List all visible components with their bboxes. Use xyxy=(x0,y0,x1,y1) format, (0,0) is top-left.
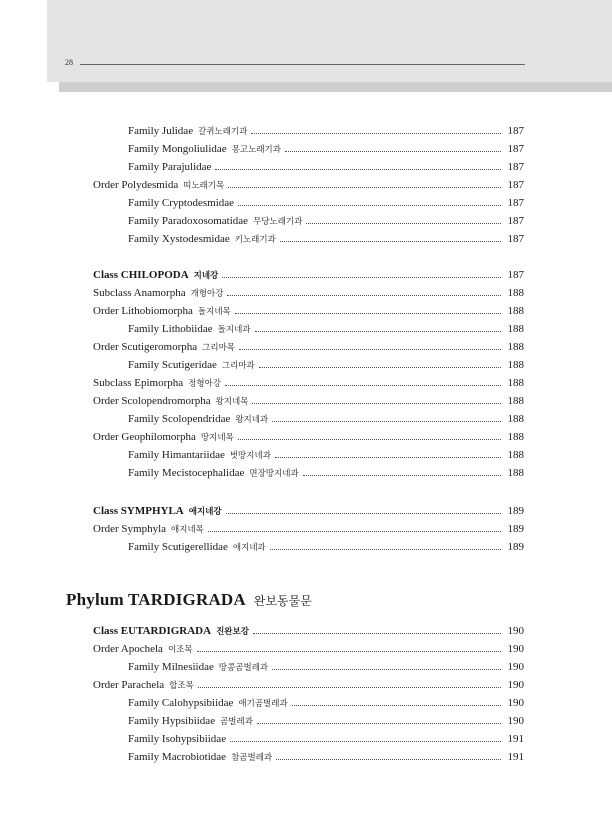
toc-entry-korean: 면장땅지네과 xyxy=(249,469,299,479)
toc-entry-latin: Family Milnesiidae xyxy=(128,661,214,673)
toc-entry-label xyxy=(128,125,247,139)
toc-entry-label xyxy=(93,377,221,391)
toc-entry-korean: 개형아강 xyxy=(190,289,224,299)
toc-entry-page: 189 xyxy=(507,523,524,535)
toc-dot-leader xyxy=(227,295,501,296)
toc-entry-label xyxy=(93,341,235,355)
toc-entry-latin: Order Scolopendromorpha xyxy=(93,395,211,407)
toc-entry-korean: 몽고노래기과 xyxy=(231,145,281,155)
toc-dot-leader xyxy=(198,687,501,688)
toc-entry-korean: 그리마목 xyxy=(202,343,236,353)
toc-entry-korean: 돌지네목 xyxy=(197,307,231,317)
toc-entry-page: 190 xyxy=(507,661,524,673)
toc-entry[interactable] xyxy=(128,197,524,210)
page-header-band xyxy=(47,0,612,82)
phylum-heading-latin: Phylum TARDIGRADA xyxy=(66,590,246,609)
toc-entry-korean: 왕지네목 xyxy=(215,397,249,407)
toc-entry-korean: 띠노래기목 xyxy=(183,181,225,191)
toc-entry-page: 188 xyxy=(507,287,524,299)
toc-dot-leader xyxy=(276,759,501,760)
toc-entry-page: 188 xyxy=(507,359,524,371)
toc-dot-leader xyxy=(259,367,501,368)
toc-entry-page: 190 xyxy=(507,643,524,655)
toc-entry-page: 188 xyxy=(507,305,524,317)
toc-dot-leader xyxy=(280,241,501,242)
toc-entry-korean: 애지네목 xyxy=(171,525,204,535)
toc-entry[interactable] xyxy=(93,643,524,657)
toc-entry-page: 191 xyxy=(507,751,524,763)
toc-entry-label xyxy=(128,733,226,746)
toc-entry[interactable] xyxy=(93,523,524,537)
toc-entry-page: 190 xyxy=(507,625,524,637)
toc-entry-page: 187 xyxy=(507,161,524,173)
toc-entry-korean: 돌지네과 xyxy=(217,325,251,335)
toc-entry-page: 188 xyxy=(507,395,524,407)
toc-entry-latin: Family Scolopendridae xyxy=(128,413,231,425)
toc-dot-leader xyxy=(272,669,501,670)
toc-entry[interactable] xyxy=(128,715,524,729)
toc-entry-latin: Class SYMPHYLA xyxy=(93,505,184,517)
toc-entry[interactable] xyxy=(128,733,524,746)
toc-entry-latin: Family Macrobiotidae xyxy=(128,751,227,763)
toc-entry-korean: 땅콩곰벌레과 xyxy=(218,663,269,673)
toc-entry[interactable] xyxy=(93,305,524,319)
toc-entry-page: 187 xyxy=(507,269,524,281)
toc-entry-latin: Family Julidae xyxy=(128,125,194,137)
toc-entry-label xyxy=(93,431,234,445)
toc-entry-label xyxy=(93,395,248,409)
toc-dot-leader xyxy=(253,633,501,634)
toc-entry[interactable] xyxy=(128,697,524,711)
toc-entry-latin: Family Scutigeridae xyxy=(128,359,217,371)
toc-entry[interactable] xyxy=(93,625,524,639)
toc-entry-latin: Order Lithobiomorpha xyxy=(93,305,193,317)
toc-entry[interactable] xyxy=(128,413,524,427)
toc-dot-leader xyxy=(292,705,501,706)
toc-entry-page: 188 xyxy=(507,467,524,479)
toc-entry-label xyxy=(93,305,231,319)
toc-entry[interactable] xyxy=(128,541,524,555)
toc-entry-korean: 곰벌레과 xyxy=(220,717,253,727)
toc-entry-korean: 합조목 xyxy=(169,681,194,691)
toc-entry[interactable] xyxy=(128,449,524,463)
toc-entry-latin: Order Apochela xyxy=(93,643,163,655)
toc-entry[interactable] xyxy=(128,233,524,247)
toc-entry-label xyxy=(128,359,255,373)
toc-entry-latin: Family Lithobiidae xyxy=(128,323,213,335)
phylum-heading xyxy=(66,590,312,610)
page-header-shadow xyxy=(59,82,612,92)
toc-entry[interactable] xyxy=(128,323,524,337)
toc-entry[interactable] xyxy=(128,751,524,765)
toc-entry-label xyxy=(128,161,211,174)
toc-entry-latin: Order Symphyla xyxy=(93,523,167,535)
toc-entry-korean: 땅지네목 xyxy=(200,433,234,443)
header-rule xyxy=(80,64,525,65)
toc-entry-label xyxy=(128,323,251,337)
toc-entry[interactable] xyxy=(93,679,524,693)
toc-entry-latin: Class EUTARDIGRADA xyxy=(93,625,212,637)
toc-entry[interactable] xyxy=(128,161,524,174)
toc-entry-page: 188 xyxy=(507,341,524,353)
toc-entry[interactable] xyxy=(128,143,524,157)
toc-entry-korean: 정형아강 xyxy=(188,379,221,389)
toc-dot-leader xyxy=(197,651,501,652)
toc-entry-latin: Subclass Epimorpha xyxy=(93,377,184,389)
toc-entry-korean: 애지네강 xyxy=(188,507,222,517)
toc-entry-label xyxy=(128,751,272,765)
toc-entry-label xyxy=(128,197,234,210)
toc-dot-leader xyxy=(222,277,501,278)
toc-dot-leader xyxy=(226,513,501,514)
toc-entry-label xyxy=(128,715,253,729)
toc-entry-page: 188 xyxy=(507,431,524,443)
page-number: 28 xyxy=(65,58,73,67)
toc-entry-korean: 애기곰벌레과 xyxy=(238,699,288,709)
toc-entry-label xyxy=(93,179,224,193)
toc-entry-label xyxy=(128,449,271,463)
toc-entry[interactable] xyxy=(93,395,524,409)
toc-entry-page: 187 xyxy=(507,215,524,227)
toc-entry[interactable] xyxy=(93,341,524,355)
toc-entry-label xyxy=(128,541,266,555)
toc-dot-leader xyxy=(251,133,501,134)
toc-entry-latin: Family Mongoliulidae xyxy=(128,143,227,155)
toc-entry[interactable] xyxy=(93,269,524,283)
toc-entry[interactable] xyxy=(128,467,524,481)
toc-entry-korean: 애지네과 xyxy=(232,543,266,553)
toc-entry-latin: Family Himantariidae xyxy=(128,449,225,461)
toc-entry-latin: Subclass Anamorpha xyxy=(93,287,186,299)
toc-entry-page: 187 xyxy=(507,143,524,155)
toc-entry-page: 189 xyxy=(507,505,524,517)
toc-entry-latin: Family Hypsibiidae xyxy=(128,715,216,727)
toc-entry[interactable] xyxy=(93,431,524,445)
toc-entry-korean: 이조목 xyxy=(167,645,193,655)
toc-entry-korean: 갈퀴노래기과 xyxy=(198,127,248,137)
toc-entry-page: 190 xyxy=(507,697,524,709)
toc-dot-leader xyxy=(306,223,501,224)
toc-entry[interactable] xyxy=(93,377,524,391)
toc-entry-page: 188 xyxy=(507,323,524,335)
toc-entry-label xyxy=(128,413,268,427)
phylum-heading-korean: 완보동물문 xyxy=(253,594,312,608)
toc-entry-label xyxy=(128,233,276,247)
toc-entry-latin: Family Xystodesmidae xyxy=(128,233,230,245)
toc-entry-label xyxy=(93,505,222,519)
toc-dot-leader xyxy=(275,457,501,458)
toc-entry-page: 189 xyxy=(507,541,524,553)
toc-entry-korean: 진완보강 xyxy=(216,627,249,637)
toc-entry-label xyxy=(93,287,223,301)
toc-entry-page: 190 xyxy=(507,679,524,691)
toc-entry-label xyxy=(128,215,302,229)
toc-entry-page: 187 xyxy=(507,125,524,137)
toc-entry-latin: Order Scutigeromorpha xyxy=(93,341,198,353)
toc-entry[interactable] xyxy=(128,215,524,229)
toc-entry-label xyxy=(93,269,218,283)
toc-entry-korean: 벗땅지네과 xyxy=(229,451,271,461)
toc-entry-latin: Family Cryptodesmidae xyxy=(128,197,235,209)
toc-entry-label xyxy=(93,679,194,693)
toc-dot-leader xyxy=(239,349,501,350)
toc-dot-leader xyxy=(238,205,501,206)
toc-dot-leader xyxy=(257,723,501,724)
toc-entry-label xyxy=(128,661,268,675)
toc-entry-page: 188 xyxy=(507,377,524,389)
toc-entry-page: 190 xyxy=(507,715,524,727)
toc-entry-latin: Family Isohypsibiidae xyxy=(128,733,227,745)
toc-entry-page: 191 xyxy=(507,733,524,745)
toc-entry-latin: Order Parachela xyxy=(93,679,165,691)
toc-entry-latin: Family Scutigerellidae xyxy=(128,541,228,553)
toc-dot-leader xyxy=(255,331,502,332)
toc-entry-label xyxy=(128,697,288,711)
toc-dot-leader xyxy=(215,169,501,170)
toc-entry[interactable] xyxy=(128,125,524,139)
toc-entry-label xyxy=(128,143,281,157)
toc-entry-latin: Family Mecistocephalidae xyxy=(128,467,245,479)
toc-entry[interactable] xyxy=(93,179,524,193)
toc-dot-leader xyxy=(285,151,501,152)
toc-entry-korean: 키노래기과 xyxy=(234,235,276,245)
toc-dot-leader xyxy=(225,385,501,386)
toc-entry-label xyxy=(93,523,204,537)
toc-entry[interactable] xyxy=(93,505,524,519)
toc-entry-label xyxy=(128,467,299,481)
toc-entry-latin: Order Geophilomorpha xyxy=(93,431,196,443)
toc-dot-leader xyxy=(208,531,501,532)
toc-entry-page: 187 xyxy=(507,233,524,245)
toc-dot-leader xyxy=(272,421,501,422)
toc-entry-page: 188 xyxy=(507,449,524,461)
toc-entry-page: 187 xyxy=(507,197,524,209)
toc-entry-latin: Class CHILOPODA xyxy=(93,269,189,281)
toc-entry-korean: 참곰벌레과 xyxy=(231,753,273,763)
toc-entry-page: 187 xyxy=(507,179,524,191)
toc-entry[interactable] xyxy=(128,661,524,675)
toc-entry-label xyxy=(93,643,193,657)
toc-entry[interactable] xyxy=(128,359,524,373)
toc-entry-korean: 그리마과 xyxy=(221,361,255,371)
toc-entry-latin: Family Calohypsibiidae xyxy=(128,697,234,709)
toc-entry-latin: Family Paradoxosomatidae xyxy=(128,215,249,227)
toc-dot-leader xyxy=(228,187,501,188)
toc-dot-leader xyxy=(252,403,501,404)
toc-dot-leader xyxy=(235,313,501,314)
toc-dot-leader xyxy=(230,741,501,742)
toc-entry-latin: Order Polydesmida xyxy=(93,179,179,191)
toc-entry[interactable] xyxy=(93,287,524,301)
toc-entry-label xyxy=(93,625,249,639)
toc-dot-leader xyxy=(270,549,501,550)
toc-entry-korean: 무당노래기과 xyxy=(253,217,303,227)
toc-dot-leader xyxy=(303,475,501,476)
toc-entry-korean: 지네강 xyxy=(193,271,219,281)
toc-entry-korean: 왕지네과 xyxy=(235,415,269,425)
toc-entry-page: 188 xyxy=(507,413,524,425)
toc-dot-leader xyxy=(238,439,501,440)
toc-entry-latin: Family Parajulidae xyxy=(128,161,212,173)
